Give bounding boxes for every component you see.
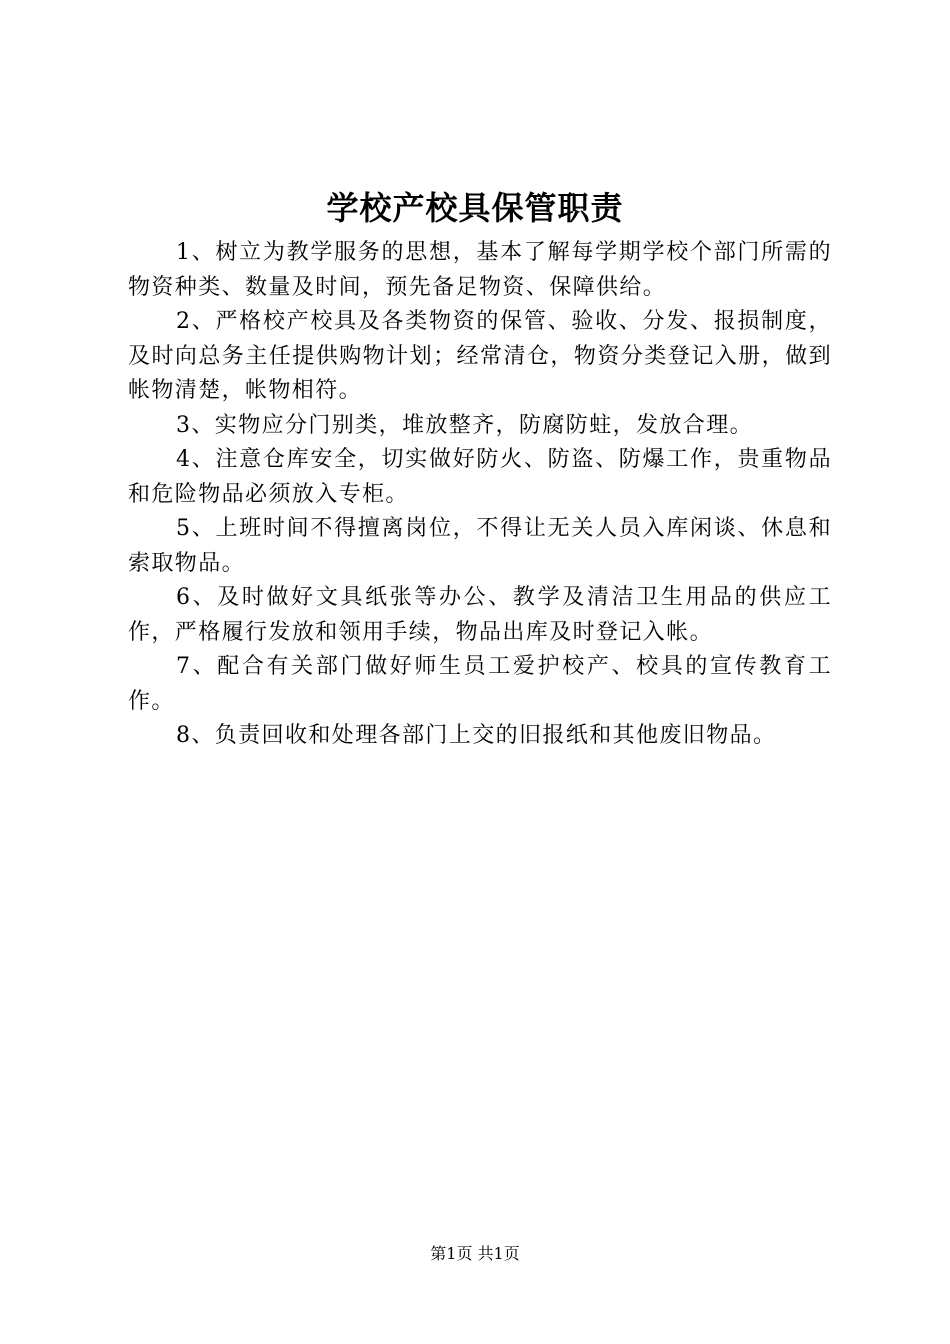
paragraph-8: 8、负责回收和处理各部门上交的旧报纸和其他废旧物品。 — [176, 723, 777, 748]
paragraph-7: 7、配合有关部门做好师生员工爱护校产、校具的宣传教育工作。 — [128, 654, 832, 714]
paragraph-2: 2、严格校产校具及各类物资的保管、验收、分发、报损制度，及时向总务主任提供购物计划；经常清仓，物资分类登记入册，做到帐物清楚，帐物相符。 — [128, 309, 832, 403]
document-body — [128, 236, 832, 754]
paragraph-1: 1、树立为教学服务的思想，基本了解每学期学校个部门所需的物资种类、数量及时间，预先备足物资、保障供给。 — [128, 240, 832, 300]
paragraph-4: 4、注意仓库安全，切实做好防火、防盗、防爆工作，贵重物品和危险物品必须放入专柜。 — [128, 447, 832, 507]
paragraph-6: 6、及时做好文具纸张等办公、教学及清洁卫生用品的供应工作，严格履行发放和领用手续，物品出库及时登记入帐。 — [128, 585, 832, 645]
paragraph-3: 3、实物应分门别类，堆放整齐，防腐防蛀，发放合理。 — [176, 412, 753, 438]
page-footer: 第1页 共1页 — [430, 1244, 520, 1263]
paragraph-5: 5、上班时间不得擅离岗位，不得让无关人员入库闲谈、休息和索取物品。 — [128, 516, 832, 576]
document-title: 学校产校具保管职责 — [326, 189, 624, 227]
